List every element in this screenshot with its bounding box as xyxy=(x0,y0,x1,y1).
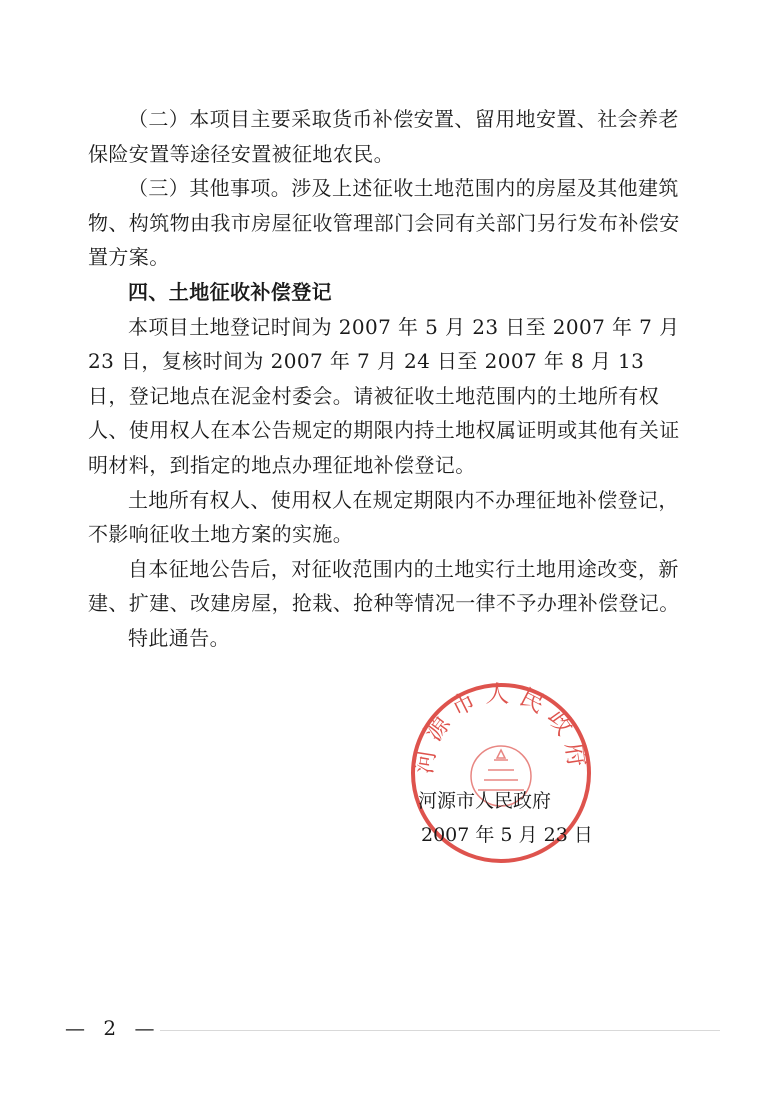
page-number: — 2 — xyxy=(65,1016,161,1040)
paragraph-other-matters: （三）其他事项。涉及上述征收土地范围内的房屋及其他建筑物、构筑物由我市房屋征收管理部门会同有关部门另行发布补偿安置方案。 xyxy=(88,176,680,270)
document-body xyxy=(88,102,688,656)
paragraph-closing: 特此通告。 xyxy=(128,625,230,650)
paragraph-registration-time: 本项目土地登记时间为 2007 年 5 月 23 日至 2007 年 7 月 23 日，复核时间为 2007 年 7 月 24 日至 2007 年 8 月 13 日，登记地点在泥金村委会。请被征收土地范围内的土地所有权人、使用权人在本公告规定的期限内持土地权属证明或其他有关证明材料，到指定的地点办理征地补偿登记。 xyxy=(88,314,680,477)
seal-text: 河源市人民政府 xyxy=(409,680,593,777)
paragraph-registration-deadline: 土地所有权人、使用权人在规定期限内不办理征地补偿登记，不影响征收土地方案的实施。 xyxy=(88,487,679,547)
issuer-name: 河源市人民政府 xyxy=(418,790,552,812)
footer-divider xyxy=(160,1030,720,1031)
svg-text:河源市人民政府 xyxy=(410,680,593,777)
section-heading: 四、土地征收补偿登记 xyxy=(128,279,332,304)
paragraph-prohibition: 自本征地公告后，对征收范围内的土地实行土地用途改变，新建、扩建、改建房屋，抢栽、抢种等情况一律不予办理补偿登记。 xyxy=(88,556,680,616)
paragraph-resettlement: （二）本项目主要采取货币补偿安置、留用地安置、社会养老保险安置等途径安置被征地农民。 xyxy=(88,107,679,166)
signature-block xyxy=(418,784,593,852)
issue-date: 2007 年 5 月 23 日 xyxy=(421,824,593,846)
